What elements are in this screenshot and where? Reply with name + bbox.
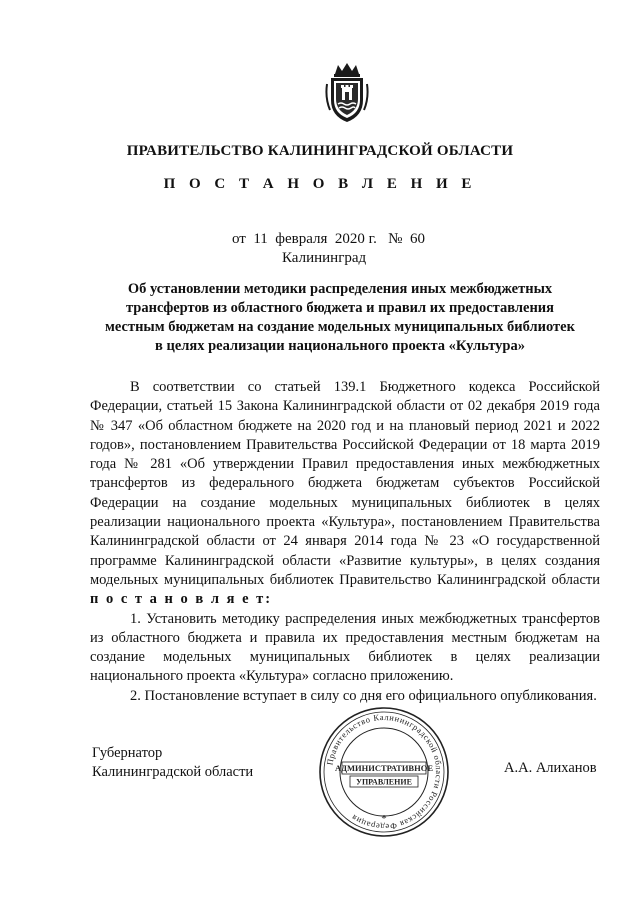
signer-position xyxy=(92,744,253,782)
subject-line: в целях реализации национального проекта «Культура» xyxy=(155,338,525,354)
official-seal-icon xyxy=(316,704,452,840)
document-subject xyxy=(90,280,590,356)
subject-line: Об установлении методики распределения иных межбюджетных xyxy=(127,281,553,297)
document-date-number: от 11 февраля 2020 г. № 60 xyxy=(232,231,425,247)
seal-center-line1: АДМИНИСТРАТИВНОЕ xyxy=(335,763,433,773)
coat-of-arms-icon xyxy=(324,62,370,124)
subject-line: местным бюджетам на создание модельных муниципальных библиотек xyxy=(105,319,575,335)
signer-position-line: Губернатор xyxy=(92,745,163,761)
seal-star: * xyxy=(381,813,387,825)
preamble-paragraph xyxy=(90,378,600,610)
signer-position-line: Калининградской области xyxy=(92,764,254,780)
preamble-text: В соответствии со статьей 139.1 Бюджетного кодекса Российской Федерации, статьей 15 Закона Калининградской области от 02 декабря 2019 года № 347 «Об областном бюджете на 2020 год и на плановый период 2021 и 2022 годов», постановлением Правительства Российской Федерации от 18 марта 2019 года № 281 «Об утверждении Правил предоставления иных межбюджетных трансфертов из федерального бюджета бюджетам субъектов Российской Федерации на создание модельных муниципальных библиотек в целях реализации национального проекта «Культура», постановлением Правительства Калининградской области от 24 января 2014 года № 23 «О государственной программе Калининградской области «Развитие культуры», в целях создания модельных муниципальных библиотек Правительство Калининградской области xyxy=(90,379,600,588)
document-body xyxy=(90,378,600,706)
subject-line: трансфертов из областного бюджета и правил их предоставления xyxy=(125,300,554,316)
document-city: Калининград xyxy=(282,250,367,266)
document-type: П О С Т А Н О В Л Е Н И Е xyxy=(163,176,477,192)
item-1-paragraph: 1. Установить методику распределения иных межбюджетных трансфертов из областного бюджета и правила их предоставления местным бюджетам на создание модельных муниципальных библиотек в целях реализации национального проекта «Культура» согласно приложению. xyxy=(90,610,600,685)
item-2-paragraph: 2. Постановление вступает в силу со дня его официального опубликования. xyxy=(130,687,597,704)
seal-ring-text: Правительство Калининградской области Российская Федерация xyxy=(324,711,445,833)
decree-word: п о с т а н о в л я е т: xyxy=(90,591,273,608)
signer-name: А.А. Алиханов xyxy=(504,760,597,776)
seal-center-line2: УПРАВЛЕНИЕ xyxy=(356,777,412,787)
organization-title: ПРАВИТЕЛЬСТВО КАЛИНИНГРАДСКОЙ ОБЛАСТИ xyxy=(126,143,514,159)
